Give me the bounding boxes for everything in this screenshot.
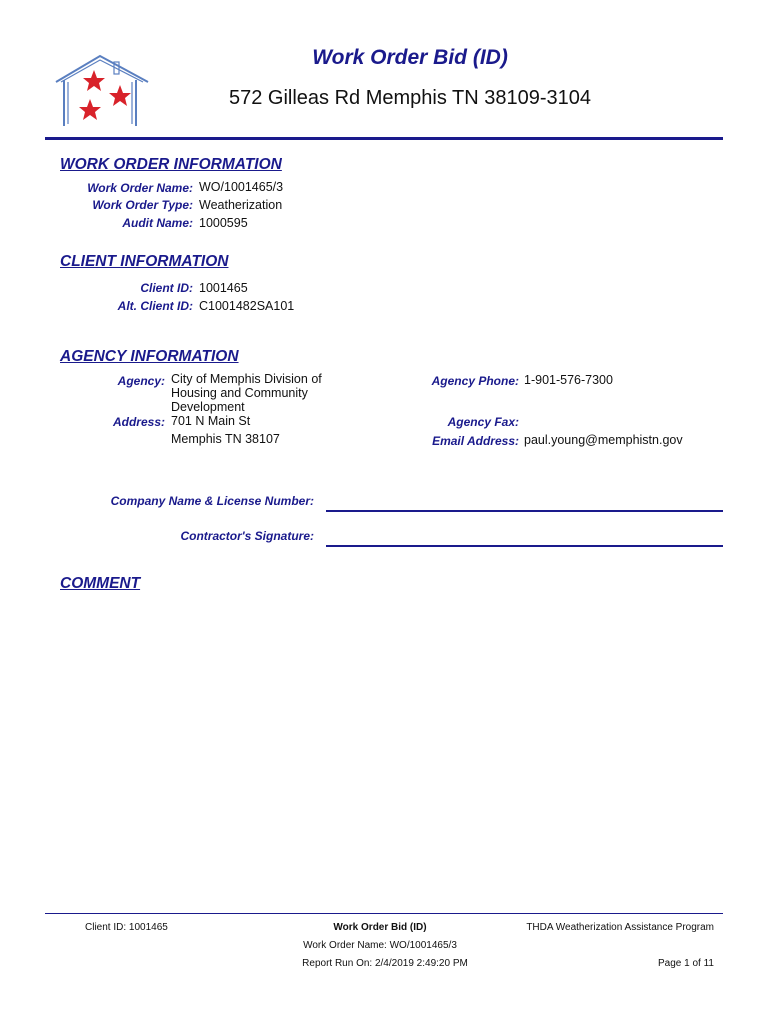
agency-phone-label: Agency Phone: [431, 374, 519, 388]
star-icon [79, 70, 131, 120]
property-address: 572 Gilleas Rd Memphis TN 38109-3104 [228, 87, 592, 109]
work-order-type-value: Weatherization [199, 198, 283, 212]
footer-work-order-name: Work Order Name: WO/1001465/3 [303, 940, 457, 951]
footer-client-id: Client ID: 1001465 [85, 922, 168, 933]
email-address-label: Email Address: [432, 434, 519, 448]
page-title: Work Order Bid (ID) [312, 46, 508, 69]
footer-divider [45, 913, 723, 914]
agency-address: 701 N Main St Memphis TN 38107 [171, 414, 280, 446]
house-stars-logo [52, 52, 152, 128]
work-order-name-value: WO/1001465/3 [199, 180, 284, 194]
contractor-signature-label: Contractor's Signature: [180, 529, 314, 543]
comment-heading: COMMENT [60, 575, 141, 592]
company-license-label: Company Name & License Number: [110, 494, 314, 508]
alt-client-id-value: C1001482SA101 [199, 299, 295, 313]
agency-phone-value: 1-901-576-7300 [524, 373, 613, 387]
client-id-value: 1001465 [199, 281, 248, 295]
agency-address-label: Address: [112, 415, 165, 429]
alt-client-id-label: Alt. Client ID: [117, 299, 193, 313]
footer-report-run: Report Run On: 2/4/2019 2:49:20 PM [302, 958, 468, 969]
audit-name-value: 1000595 [199, 216, 248, 230]
work-order-heading: WORK ORDER INFORMATION [60, 156, 282, 173]
email-address-value: paul.young@memphistn.gov [524, 433, 683, 447]
company-license-line[interactable] [326, 510, 723, 512]
audit-name-label: Audit Name: [122, 216, 193, 230]
client-id-label: Client ID: [140, 281, 193, 295]
footer-title: Work Order Bid (ID) [333, 922, 427, 933]
footer-page-number: Page 1 of 11 [658, 958, 714, 969]
work-order-name-label: Work Order Name: [87, 181, 193, 195]
header-divider [45, 137, 723, 140]
footer-program: THDA Weatherization Assistance Program [526, 922, 714, 933]
client-heading: CLIENT INFORMATION [60, 253, 229, 270]
agency-fax-label: Agency Fax: [447, 415, 519, 429]
agency-name: City of Memphis Division of Housing and Community Development [171, 372, 322, 414]
contractor-signature-line[interactable] [326, 545, 723, 547]
agency-label: Agency: [117, 374, 165, 388]
agency-heading: AGENCY INFORMATION [60, 348, 239, 365]
